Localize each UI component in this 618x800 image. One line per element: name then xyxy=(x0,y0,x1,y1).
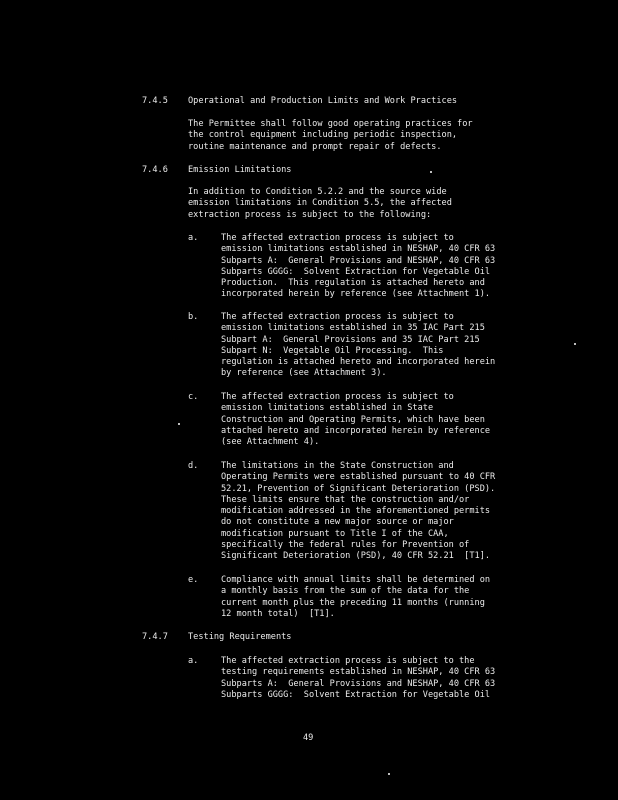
scan-speck xyxy=(178,423,180,425)
list-item-letter: d. xyxy=(188,461,199,471)
list-item-text: The affected extraction process is subject to emission limitations established in NESHAP, 40 CFR 63 Subparts A: General Provisions and NESHAP, 40 CFR 63 Subparts GGGG: Solvent Extraction for Vegetable Oil Production. This regulation is attached hereto and incorporated herein by reference (see Attachment 1). xyxy=(221,233,496,300)
section-paragraph: In addition to Condition 5.2.2 and the source wide emission limitations in Condition 5.5, the affected extraction process is subject to the following: xyxy=(188,187,452,220)
list-item-text: The affected extraction process is subject to emission limitations established in 35 IAC Part 215 Subpart A: General Provisions and 35 IAC Part 215 Subpart N: Vegetable Oil Processing. This regulation is attached hereto and incorporated herein by reference (see Attachment 3). xyxy=(221,312,496,379)
list-item-text: The affected extraction process is subject to emission limitations established in State Construction and Operating Permits, which have been attached hereto and incorporated herein by reference (see Attachment 4). xyxy=(221,392,491,448)
section-title: Emission Limitations xyxy=(188,165,292,175)
scan-speck xyxy=(388,773,390,775)
list-item-letter: a. xyxy=(188,656,199,666)
page-number: 49 xyxy=(303,733,314,743)
list-item-letter: b. xyxy=(188,312,199,322)
section-number: 7.4.7 xyxy=(142,632,168,642)
section-title: Testing Requirements xyxy=(188,632,292,642)
list-item-letter: e. xyxy=(188,575,199,585)
section-number: 7.4.5 xyxy=(142,96,168,106)
list-item-text: The limitations in the State Construction and Operating Permits were established pursuant to 40 CFR 52.21, Prevention of Significant Deterioration (PSD). These limits ensure that the construction and/or modification addressed in the aforementioned permits do not constitute a new major source or major modification pursuant to Title I of the CAA, specifically the federal rules for Prevention of Significant Deterioration (PSD), 40 CFR 52.21 [T1]. xyxy=(221,461,496,562)
scan-speck xyxy=(574,343,576,345)
list-item-text: Compliance with annual limits shall be determined on a monthly basis from the sum of the data for the current month plus the preceding 11 months (running 12 month total) [T1]. xyxy=(221,575,491,619)
list-item-letter: a. xyxy=(188,233,199,243)
section-paragraph: The Permittee shall follow good operating practices for the control equipment including periodic inspection, routine maintenance and prompt repair of defects. xyxy=(188,119,473,152)
scan-speck xyxy=(430,171,432,173)
list-item-letter: c. xyxy=(188,392,199,402)
list-item-text: The affected extraction process is subject to the testing requirements established in NESHAP, 40 CFR 63 Subparts A: General Provisions and NESHAP, 40 CFR 63 Subparts GGGG: Solvent Extraction for Vegetable Oil xyxy=(221,656,496,700)
section-number: 7.4.6 xyxy=(142,165,168,175)
section-title: Operational and Production Limits and Work Practices xyxy=(188,96,458,106)
